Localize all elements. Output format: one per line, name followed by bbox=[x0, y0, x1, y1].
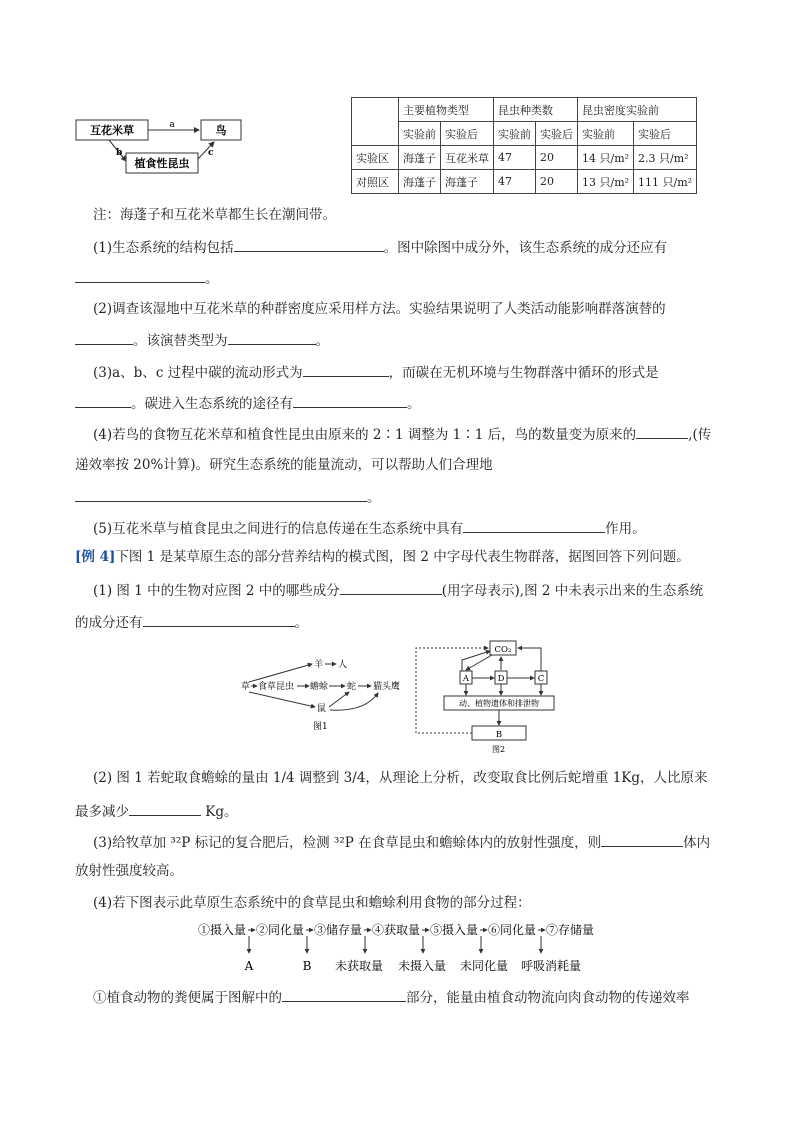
diagram-node-insect: 植食性昆虫 bbox=[134, 157, 190, 170]
table-cell: 海蓬子 bbox=[399, 146, 441, 170]
energy-chain-1: ①摄入量 bbox=[198, 923, 247, 937]
energy-label-a: A bbox=[244, 959, 254, 973]
table-cell: 海蓬子 bbox=[441, 170, 494, 194]
table-header-empty bbox=[352, 98, 399, 146]
table-subheader: 实验前 bbox=[399, 122, 441, 146]
question-5: (5)互花米草与植食昆虫之间进行的信息传递在生态系统中具有 作用。 bbox=[93, 518, 646, 538]
diagram-node-cordgrass: 互花米草 bbox=[90, 124, 134, 137]
question-1: (1)生态系统的结构包括 。图中除图中成分外，该生态系统的成分还应有 bbox=[93, 237, 667, 257]
table-subheader: 实验后 bbox=[536, 122, 578, 146]
example-question-3: (3)给牧草加 ³²P 标记的复合肥后，检测 ³²P 在食草昆虫和蟾蜍体内的放射性强度，则 体内 bbox=[93, 832, 710, 852]
answer-blank[interactable] bbox=[293, 393, 407, 408]
answer-blank[interactable] bbox=[75, 268, 205, 283]
diagram-node-bird: 鸟 bbox=[215, 124, 227, 137]
energy-chain-4: ④获取量 bbox=[372, 923, 421, 937]
question-2: (2)调查该湿地中互花米草的种群密度应采用样方法。实验结果说明了人类活动能影响群落演替的 bbox=[93, 301, 666, 317]
example-question-4-1: ①植食动物的粪便属于图解中的 部分，能量由植食动物流向肉食动物的传递效率 bbox=[93, 987, 690, 1007]
table-row bbox=[352, 146, 697, 170]
fig1-sheep: 羊 bbox=[314, 660, 324, 670]
example-question-2: (2) 图 1 若蛇取食蟾蜍的量由 1/4 调整到 3/4，从理论上分析，改变取食比例后蛇增重 1Kg，人比原来 bbox=[93, 770, 708, 786]
energy-label-respiration: 呼吸消耗量 bbox=[520, 959, 582, 973]
table-row bbox=[352, 170, 697, 194]
fig2-remains: 动、植物遗体和排泄物 bbox=[459, 699, 539, 708]
example-label: [例 4] bbox=[75, 549, 116, 565]
fig1-owl: 猫头鹰 bbox=[373, 682, 401, 692]
table-cell: 13 只/m² bbox=[578, 170, 634, 194]
question-1-cont: 。 bbox=[75, 268, 219, 288]
example-question-2-cont: 最多减少 Kg。 bbox=[75, 801, 238, 821]
table-header-plant: 主要植物类型 bbox=[399, 98, 494, 122]
fig2-a: A bbox=[462, 674, 470, 684]
fig2-c: C bbox=[537, 674, 545, 684]
answer-blank[interactable] bbox=[282, 987, 406, 1002]
arrow-label-c: c bbox=[208, 148, 214, 158]
energy-chain-3: ③储存量 bbox=[314, 923, 363, 937]
example-question-1: (1) 图 1 中的生物对应图 2 中的哪些成分 (用字母表示),图 2 中未表示出来的生态系统 bbox=[93, 580, 703, 600]
arrow-label-b: b bbox=[116, 148, 123, 158]
example-question-3-cont: 放射性强度较高。 bbox=[75, 863, 183, 879]
question-3: (3)a、b、c 过程中碳的流动形式为 ，而碳在无机环境与生物群落中循环的形式是 bbox=[93, 362, 659, 382]
example-4-intro: [例 4]下图 1 是某草原生态的部分营养结构的模式图，图 2 中字母代表生物群落，据图回答下列问题。 bbox=[75, 549, 690, 565]
question-4-cont: 递效率按 20%计算)。研究生态系统的能量流动，可以帮助人们合理地 bbox=[75, 457, 493, 473]
energy-label-uningested: 未摄入量 bbox=[397, 959, 447, 973]
table-cell: 海蓬子 bbox=[399, 170, 441, 194]
answer-blank[interactable] bbox=[636, 424, 688, 439]
arrow-label-a: a bbox=[169, 120, 175, 130]
table-cell: 20 bbox=[536, 146, 578, 170]
energy-flow-diagram bbox=[196, 918, 606, 980]
fig1-insect: 食草昆虫 bbox=[258, 682, 295, 692]
fig1-grass: 草 bbox=[241, 682, 251, 692]
answer-blank[interactable] bbox=[75, 487, 367, 502]
table-subheader: 实验前 bbox=[494, 122, 536, 146]
answer-blank[interactable] bbox=[143, 612, 295, 627]
question-3-cont: 。碳进入生态系统的途径有 。 bbox=[75, 393, 421, 413]
example-question-1-cont: 的成分还有 。 bbox=[75, 612, 308, 632]
energy-label-b: B bbox=[302, 959, 312, 973]
table-cell: 111 只/m² bbox=[634, 170, 697, 194]
fig1-mouse: 鼠 bbox=[317, 704, 327, 714]
figure-2-carbon-cycle bbox=[410, 638, 570, 758]
table-header-species: 昆虫种类数 bbox=[494, 98, 578, 122]
answer-blank[interactable] bbox=[463, 518, 605, 533]
table-header-density: 昆虫密度实验前 bbox=[578, 98, 697, 122]
note-text: 注：海蓬子和互花米草都生长在潮间带。 bbox=[93, 207, 336, 223]
energy-label-uncaptured: 未获取量 bbox=[334, 959, 384, 973]
answer-blank[interactable] bbox=[129, 801, 201, 816]
energy-chain-5: ⑤摄入量 bbox=[430, 923, 479, 937]
figure-1-food-web bbox=[235, 650, 405, 735]
energy-chain-7: ⑦存储量 bbox=[546, 923, 595, 937]
answer-blank[interactable] bbox=[601, 832, 683, 847]
table-subheader: 实验前 bbox=[578, 122, 634, 146]
fig1-snake: 蛇 bbox=[347, 682, 357, 692]
answer-blank[interactable] bbox=[234, 237, 384, 252]
food-web-diagram bbox=[74, 115, 244, 177]
answer-blank[interactable] bbox=[75, 330, 133, 345]
fig1-toad: 蟾蜍 bbox=[310, 682, 329, 692]
table-cell: 14 只/m² bbox=[578, 146, 634, 170]
experiment-table bbox=[351, 97, 697, 194]
answer-blank[interactable] bbox=[75, 393, 131, 408]
fig2-b: B bbox=[495, 730, 503, 740]
example-question-4: (4)若下图表示此草原生态系统中的食草昆虫和蟾蜍利用食物的部分过程： bbox=[93, 895, 531, 911]
fig1-human: 人 bbox=[338, 660, 348, 670]
fig2-d: D bbox=[497, 674, 505, 684]
answer-blank[interactable] bbox=[228, 330, 316, 345]
table-cell: 47 bbox=[494, 170, 536, 194]
fig1-caption: 图1 bbox=[313, 722, 328, 732]
energy-chain-2: ②同化量 bbox=[256, 923, 305, 937]
table-subheader: 实验后 bbox=[441, 122, 494, 146]
table-cell: 20 bbox=[536, 170, 578, 194]
row-label: 实验区 bbox=[352, 146, 399, 170]
fig2-co2: CO₂ bbox=[494, 645, 512, 655]
table-cell: 互花米草 bbox=[441, 146, 494, 170]
question-4: (4)若鸟的食物互花米草和植食性昆虫由原来的 2∶1 调整为 1∶1 后，鸟的数量变为原来的 ,(传 bbox=[93, 424, 711, 444]
answer-blank[interactable] bbox=[303, 362, 389, 377]
row-label: 对照区 bbox=[352, 170, 399, 194]
table-subheader: 实验后 bbox=[634, 122, 697, 146]
question-2-cont: 。该演替类型为 。 bbox=[75, 330, 329, 350]
energy-label-unassimilated: 未同化量 bbox=[459, 959, 509, 973]
question-4-cont2: 。 bbox=[75, 487, 381, 507]
table-cell: 2.3 只/m² bbox=[634, 146, 697, 170]
answer-blank[interactable] bbox=[340, 580, 442, 595]
table-cell: 47 bbox=[494, 146, 536, 170]
energy-chain-6: ⑥同化量 bbox=[488, 923, 537, 937]
fig2-caption: 图2 bbox=[492, 745, 506, 754]
